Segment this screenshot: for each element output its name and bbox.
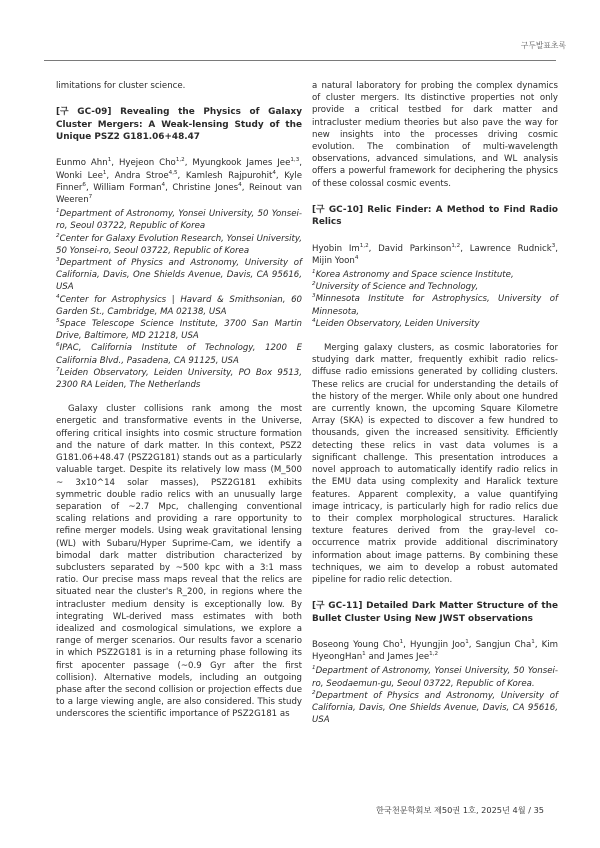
author-name: David Parkinson	[378, 243, 452, 254]
affiliation-text: Department of Astronomy, Yonsei University, 50 Yonsei-ro, Seoul 03722, Republic of Korea	[56, 209, 302, 232]
affiliation-entry	[56, 318, 302, 342]
abstract-gc11	[312, 600, 558, 726]
affiliation-marker: 1	[107, 157, 112, 164]
affiliation-entry	[312, 690, 558, 727]
author-separator: ,	[106, 170, 115, 181]
affiliation-text: Department of Physics and Astronomy, University of California, Davis, One Shields Avenue, Davis, CA 95616, USA	[56, 258, 302, 293]
affiliation-number: 4	[312, 318, 316, 324]
affiliation-text: Leiden Observatory, Leiden University, PO Box 9513, 2300 RA Leiden, The Netherlands	[56, 367, 302, 391]
affiliation-marker: 7	[88, 194, 93, 201]
author-name: Kamlesh Rajpurohit	[185, 170, 273, 181]
section-tag: 구두발표초록	[520, 41, 566, 50]
affiliation-text: IPAC, California Institute of Technology, 1200 E California Blvd., Pasadena, CA 91125, USA	[56, 343, 302, 366]
author-separator: ,	[368, 243, 379, 254]
author-name: James Jee	[387, 652, 430, 663]
affiliation-marker: 3	[551, 242, 556, 249]
author-separator: ,	[275, 170, 285, 181]
affiliation-number: 2	[312, 281, 316, 288]
author-name: Myungkook James Jee	[192, 158, 291, 169]
affiliation-number: 1	[312, 269, 316, 276]
abstract-body: Galaxy cluster collisions rank among the most energetic and transformative events in the Universe, offering critical insights into cosmic structure formation and the nature of dark matter. In this context, PSZ2 G181.06+48.47 (PSZ2G181) stands out as a particularly valuable target. Despite its relatively low mass (M_500 ~ 3x10^14 solar masses), PSZ2G181 exhibits symmetric double radio relics with an unusually large separation of ~2.7 Mpc, challenging conventional scaling relations and providing a rare opportunity to refine merger models. Using weak gravitational lensing (WL) with Subaru/Hyper Suprime-Cam, we identify a bimodal dark matter distribution characterized by subclusters separated by ~500 kpc with a 3:1 mass ratio. Our precise mass maps reveal that the relics are situated near the cluster's R_200, in regions where the intracluster medium density is exceptionally low. By integrating WL-derived mass estimates with both idealized and cosmological simulations, we explore a range of merger scenarios. Our results favor a scenario in which PSZ2G181 is in a returning phase following its first apocenter passage (~0.9 Gyr after the first collision). Alternative models, including an outgoing phase after the second collision or projection effects due to a large viewing angle, are also considered. This study underscores the scientific importance of PSZ2G181 as	[56, 404, 302, 720]
abstract-title: [구 GC-11] Detailed Dark Matter Structure of the Bullet Cluster Using New JWST observations	[312, 601, 558, 624]
affiliation-text: Department of Astronomy, Yonsei University, 50 Yonsei-ro, Seodaemun-gu, Seoul 03722, Republic of Korea.	[312, 666, 558, 689]
abstract-title: [구 GC-10] Relic Finder: A Method to Find Radio Relics	[312, 204, 558, 228]
author-list	[312, 639, 558, 663]
affiliation-text: Center for Galaxy Evolution Research, Yonsei University, 50 Yonsei-ro, Seoul 03722, Republic of Korea	[56, 233, 302, 256]
affiliation-number: 2	[312, 689, 316, 696]
author-name: Hyungjin Joo	[409, 639, 466, 650]
continued-text: limitations for cluster science.	[56, 81, 186, 91]
affiliation-list	[312, 269, 558, 330]
affiliation-entry	[56, 294, 302, 318]
affiliation-text: Space Telescope Science Institute, 3700 San Martin Drive, Baltimore, MD 21218, USA	[56, 319, 302, 342]
affiliation-number: 7	[56, 367, 60, 374]
affiliation-entry	[56, 257, 302, 294]
affiliation-entry	[56, 367, 302, 391]
abstract-gc09	[56, 106, 302, 720]
author-separator: and	[365, 652, 388, 663]
affiliation-marker: 4,5	[168, 169, 178, 176]
affiliation-text: Minnesota Institute for Astrophysics, University of Minnesota,	[312, 294, 558, 317]
author-name: Wonki Lee	[56, 170, 103, 181]
affiliation-marker: 1	[362, 651, 366, 658]
affiliation-marker: 6	[82, 181, 86, 188]
affiliation-marker: 1	[531, 639, 535, 646]
affiliation-marker: 4	[161, 181, 166, 188]
author-separator: ,	[177, 170, 186, 181]
affiliation-marker: 4	[238, 181, 242, 188]
affiliation-entry	[56, 208, 302, 232]
abstract-gc10	[312, 204, 558, 586]
affiliation-list	[312, 665, 558, 726]
affiliation-number: 6	[56, 342, 60, 349]
author-name: Lawrence Rudnick	[469, 243, 552, 254]
affiliation-number: 4	[56, 293, 60, 300]
author-list	[312, 243, 558, 267]
affiliation-number: 2	[56, 232, 60, 239]
affiliation-text: University of Science and Technology,	[315, 282, 479, 293]
author-separator: ,	[555, 243, 559, 254]
affiliation-number: 5	[56, 318, 60, 325]
left-column	[56, 80, 302, 721]
author-name: Boseong Young Cho	[312, 639, 400, 650]
affiliation-marker: 4	[354, 254, 359, 261]
affiliation-marker: 1	[102, 169, 107, 176]
right-column	[312, 80, 558, 726]
affiliation-marker: 1,2	[429, 651, 439, 658]
author-name: Eunmo Ahn	[56, 158, 108, 169]
author-separator: ,	[85, 182, 94, 193]
affiliation-text: Leiden Observatory, Leiden University	[315, 318, 480, 329]
affiliation-entry	[56, 342, 302, 366]
affiliation-list	[56, 208, 302, 391]
author-separator: ,	[241, 182, 249, 193]
author-name: William Forman	[93, 182, 162, 193]
author-name: Reinout van Weeren	[56, 182, 302, 206]
affiliation-number: 1	[312, 665, 316, 672]
affiliation-marker: 4	[272, 169, 276, 176]
author-separator: ,	[184, 158, 193, 169]
author-separator: ,	[460, 243, 470, 254]
author-name: Christine Jones	[172, 182, 239, 193]
author-separator: ,	[468, 639, 476, 650]
affiliation-marker: 1,3	[290, 157, 300, 164]
affiliation-number: 1	[56, 208, 60, 215]
affiliation-marker: 1,2	[175, 157, 185, 164]
author-name: Andra Stroe	[114, 170, 169, 181]
continued-text: a natural laboratory for probing the complex dynamics of cluster mergers. Its distinctive properties not only provide a critical testbed for dark matter and intracluster medium theories but also pave the way for new insights into the processes driving cosmic evolution. The combination of multi-wavelength observations, advanced simulations, and WL analysis offers a powerful framework for deciphering the physics of these colossal cosmic events.	[312, 81, 558, 189]
author-name: Sangjun Cha	[475, 639, 532, 650]
affiliation-entry	[312, 318, 558, 330]
abstract-body: Merging galaxy clusters, as cosmic laboratories for studying dark matter, frequently exhibit radio relics-diffuse radio emissions generated by colliding clusters. These relics are crucial for understanding the details of the history of the merger. While only about one hundred are currently known, the upcoming Square Kilometre Array (SKA) is expected to discover a few hundred to thousands, given the increased sensitivity. Efficiently detecting these relics in vast data volumes is a significant challenge. This presentation introduces a novel approach to automatically identify radio relics in the EMU data using complexity and Haralick texture features. Apparent complexity, a value quantifying image intricacy, is particularly high for radio relics due to their complex morphological structures. Haralick texture features derived from the gray-level co-occurrence matrix provide additional discriminatory information about image patterns. By combining these techniques, we aim to develop a robust automated pipeline for radio relic detection.	[312, 343, 558, 585]
author-separator: ,	[534, 639, 542, 650]
author-list	[56, 157, 302, 206]
affiliation-entry	[312, 665, 558, 689]
affiliation-entry	[312, 281, 558, 293]
page-footer: 한국천문학회보 제50권 1호, 2025년 4월 / 35	[376, 805, 544, 815]
author-name: Hyejeon Cho	[118, 158, 176, 169]
author-name: Hyobin Im	[312, 243, 360, 254]
author-name: Kim HyeongHan	[312, 639, 559, 663]
affiliation-number: 3	[312, 293, 316, 300]
affiliation-text: Korea Astronomy and Space science Institute,	[315, 270, 514, 281]
affiliation-number: 3	[56, 257, 60, 264]
affiliation-marker: 1	[465, 639, 469, 646]
affiliation-marker: 1	[399, 639, 404, 646]
affiliation-text: Department of Physics and Astronomy, University of California, Davis, One Shields Avenue, Davis, CA 95616, USA	[312, 690, 558, 726]
author-name: Mijin Yoon	[312, 255, 355, 266]
author-separator: ,	[299, 158, 302, 169]
affiliation-text: Center for Astrophysics | Havard & Smithsonian, 60 Garden St., Cambridge, MA 02138, USA	[56, 294, 302, 317]
affiliation-marker: 1,2	[451, 242, 461, 249]
abstract-title: [구 GC-09] Revealing the Physics of Galaxy Cluster Mergers: A Weak-lensing Study of the Unique PSZ2 G181.06+48.47	[56, 107, 302, 143]
affiliation-entry	[56, 233, 302, 257]
author-separator: ,	[403, 639, 410, 650]
author-separator: ,	[165, 182, 173, 193]
affiliation-entry	[312, 293, 558, 317]
affiliation-marker: 1,2	[359, 242, 369, 249]
header-divider	[44, 60, 556, 61]
author-separator: ,	[111, 158, 119, 169]
author-name: Kyle Finner	[56, 170, 302, 193]
affiliation-entry	[312, 269, 558, 281]
